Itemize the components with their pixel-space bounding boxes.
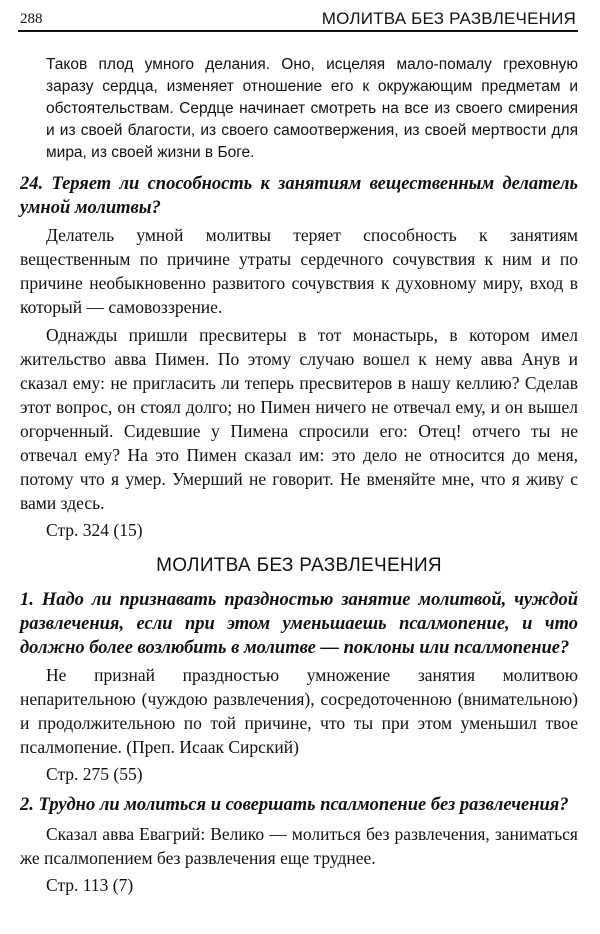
page-header xyxy=(18,8,578,32)
page-content xyxy=(20,54,578,897)
answer-2: Сказал авва Евагрий: Велико — молиться без развлечения, заниматься же псалмопением без развлечения еще труднее. xyxy=(20,824,578,868)
source-reference-2: Стр. 113 (7) xyxy=(46,875,134,895)
intro-paragraph: Таков плод умного делания. Оно, исцеляя мало-помалу греховную заразу сердца, изменяет отношение его к окружающим предметам и обстоятельствам. Сердце начинает смотреть на все из своего смирения и из своей благости, из своего самоотвержения, из своей мертвости для мира, из своей жизни в Боге. xyxy=(46,56,578,161)
source-reference-24: Стр. 324 (15) xyxy=(46,520,143,540)
section-title: МОЛИТВА БЕЗ РАЗВЛЕЧЕНИЯ xyxy=(156,555,442,576)
answer-24-paragraph-2: Однажды пришли пресвитеры в тот монастырь, в котором имел жительство авва Пимен. По этому случаю вошел к нему авва Анув и сказал ему: не пригласить ли теперь пресвитеров в нашу келлию? Сделав этот вопрос, он стоял долго; но Пимен ничего не отвечал ему, и он вышел огорченный. Сидевшие у Пимена спросили его: Отец! отчего ты не отвечал ему? На это Пимен сказал им: это дело не относится до меня, потому что я умер. Умерший не говорит. Не вменяйте мне, что я живу с вами здесь. xyxy=(20,325,578,513)
answer-24-paragraph-1: Делатель умной молитвы теряет способность к занятиям вещественным по причине утраты сердечного сочувствия к ним и по причине необыкновенно развитого сочувствия к духовному миру, вход в который — самовоззрение. xyxy=(20,225,578,317)
question-24: 24. Теряет ли способность к занятиям вещественным делатель умной молитвы? xyxy=(20,174,578,218)
running-title: МОЛИТВА БЕЗ РАЗВЛЕЧЕНИЯ xyxy=(321,9,576,28)
source-reference-1: Стр. 275 (55) xyxy=(46,764,143,784)
question-1: 1. Надо ли признавать праздностью занятие молитвой, чуждой развлечения, если при этом уменьшаешь псалмопение, и что должно более возлюбить в молитве — поклоны или псалмопение? xyxy=(20,590,578,658)
answer-1: Не признай праздностью умножение занятия молитвою непарительною (чуждою развлечения), сосредоточенною (внимательною) и продолжительною по той причине, что ты при этом уменьшил твое псалмопение. (Преп. Исаак Сирский) xyxy=(20,665,578,757)
page-number: 288 xyxy=(20,11,43,27)
question-2: 2. Трудно ли молиться и совершать псалмопение без развлечения? xyxy=(20,795,569,815)
